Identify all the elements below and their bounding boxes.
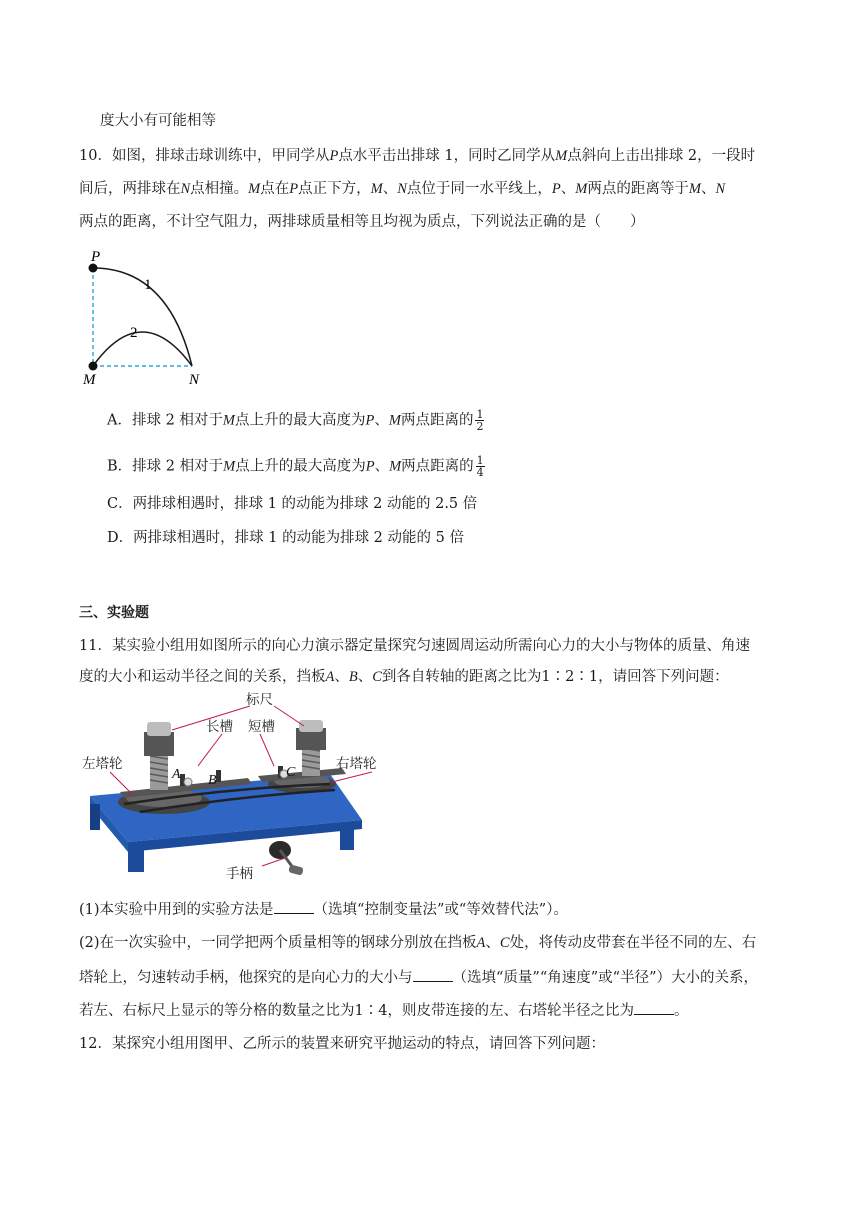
centripetal-force-apparatus-figure — [80, 692, 400, 887]
label-N: N — [189, 372, 200, 386]
answer-blank-3[interactable] — [634, 1000, 674, 1015]
left-ruler-cap — [147, 722, 171, 736]
trajectory-1 — [93, 268, 192, 366]
label-ruler: 标尺 — [246, 692, 273, 708]
label-M: M — [83, 372, 96, 386]
fraction-one-quarter: $\frac{1}{4}$ — [476, 454, 484, 479]
apparatus-leg-front-left — [128, 850, 144, 872]
label-long-slot: 长槽 — [206, 719, 233, 735]
crank-knob — [288, 864, 304, 875]
q12-stem-line1: 12．某探究小组用图甲、乙所示的装置来研究平抛运动的特点，请回答下列问题： — [79, 1036, 605, 1052]
label-left-tower-wheel: 左塔轮 — [82, 756, 123, 772]
q11-sub2-line2: 塔轮上，匀速转动手柄，他探究的是向心力的大小与 （选填“质量”“角速度”或“半径”）大小的关系， — [79, 967, 758, 988]
q10-trajectory-figure — [78, 244, 218, 386]
label-P: P — [91, 249, 101, 265]
q10-option-C[interactable]: C．两排球相遇时，排球 1 的动能为排球 2 动能的 2.5 倍 — [107, 496, 478, 512]
q10-stem-line3: 两点的距离，不计空气阻力，两排球质量相等且均视为质点，下列说法正确的是（ ） — [79, 214, 645, 230]
apparatus-leg-back-left — [90, 804, 100, 830]
apparatus-leg-front-right — [340, 826, 354, 850]
baffle-B — [216, 770, 221, 782]
section-heading-experiment: 三、实验题 — [79, 605, 149, 621]
q11-sub2-line1: (2)在一次实验中，一同学把两个质量相等的钢球分别放在挡板A、C处，将传动皮带套在半径不同的左、右 — [79, 935, 757, 951]
q10-stem-line2: 间后，两排球在N点相撞。M点在P点正下方，M、N点位于同一水平线上，P、M两点的距离等于M、N — [79, 181, 726, 197]
label-handle: 手柄 — [226, 866, 253, 882]
answer-blank-1[interactable] — [274, 899, 314, 914]
q10-stem-line1: 10．如图，排球击球训练中，甲同学从P点水平击出排球 1，同时乙同学从M点斜向上击出排球 2，一段时 — [79, 148, 756, 164]
label-path-2: 2 — [130, 325, 138, 341]
right-ruler-cap — [299, 720, 323, 732]
steel-ball-left — [184, 778, 192, 786]
label-baffle-A: A — [172, 767, 181, 782]
q11-stem-line2: 度的大小和运动半径之间的关系，挡板A、B、C到各自转轴的距离之比为1∶2∶1，请回答下列问题： — [79, 669, 729, 685]
point-M-dot — [89, 362, 98, 371]
previous-option-tail: 度大小有可能相等 — [100, 113, 216, 129]
q11-sub1: (1)本实验中用到的实验方法是 （选填“控制变量法”或“等效替代法”）。 — [79, 899, 568, 920]
q10-option-B[interactable]: B．排球 2 相对于M点上升的最大高度为P、M两点距离的 $\frac{1}{4}$ — [107, 454, 484, 479]
q11-sub2-line3: 若左、右标尺上显示的等分格的数量之比为1∶4，则皮带连接的左、右塔轮半径之比为 。 — [79, 1000, 688, 1021]
q11-stem-line1: 11．某实验小组用如图所示的向心力演示器定量探究匀速圆周运动所需向心力的大小与物体的质量、角速 — [79, 638, 750, 654]
answer-blank-2[interactable] — [413, 967, 453, 982]
label-baffle-B: B — [208, 773, 217, 788]
label-path-1: 1 — [144, 277, 152, 293]
label-baffle-C: C — [286, 765, 296, 780]
label-short-slot: 短槽 — [248, 719, 275, 735]
label-right-tower-wheel: 右塔轮 — [336, 756, 377, 772]
q10-option-D[interactable]: D．两排球相遇时，排球 1 的动能为排球 2 动能的 5 倍 — [107, 530, 464, 546]
fraction-one-half: $\frac{1}{2}$ — [476, 408, 484, 433]
q10-option-A[interactable]: A．排球 2 相对于M点上升的最大高度为P、M两点距离的 $\frac{1}{2}$ — [107, 408, 484, 433]
trajectory-2 — [93, 332, 192, 366]
